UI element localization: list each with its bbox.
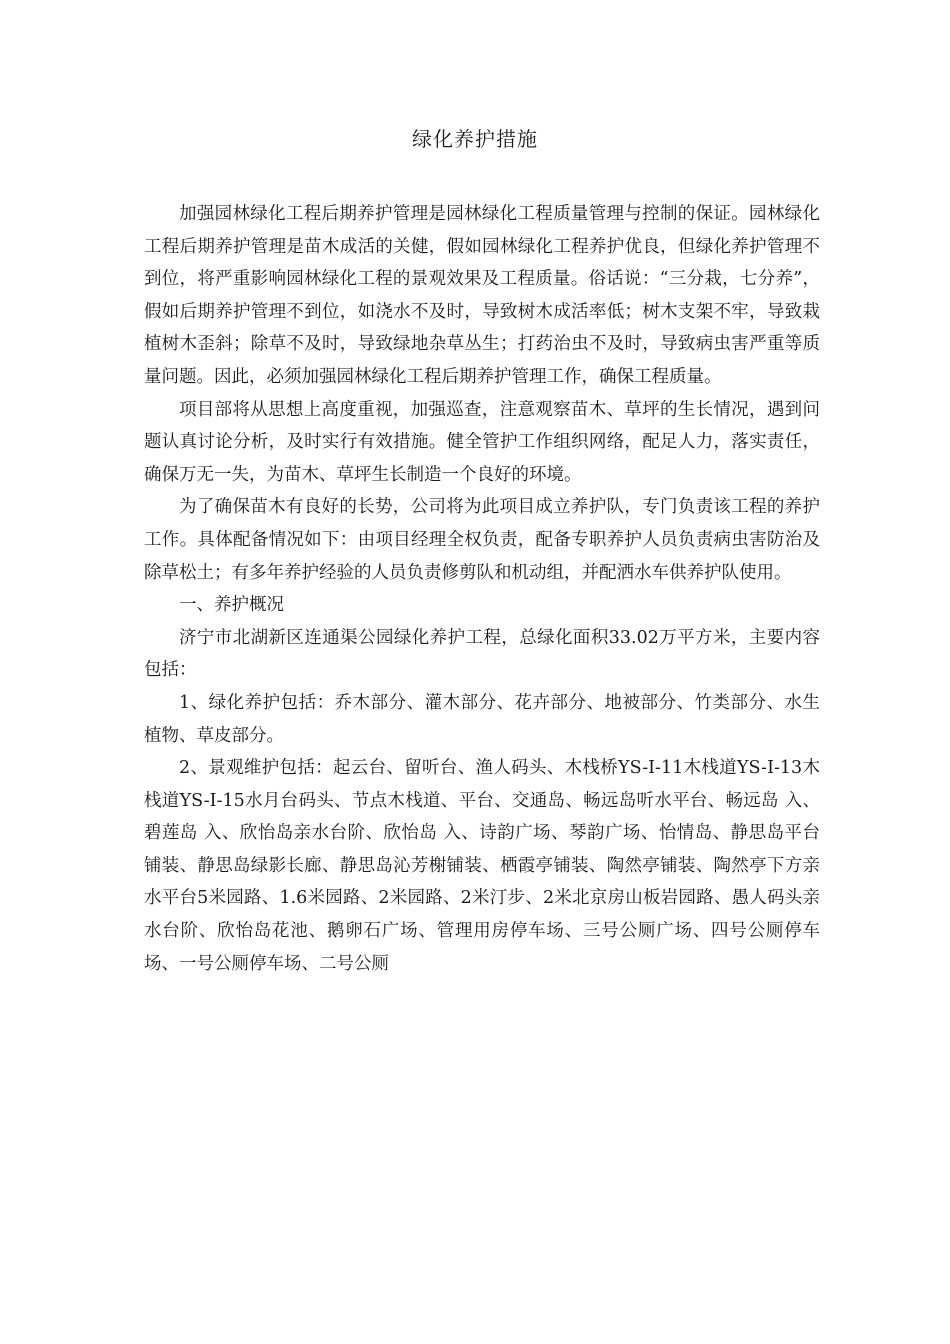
section-heading-overview: 一、养护概况 xyxy=(179,595,284,616)
paragraph-project-department: 项目部将从思想上高度重视，加强巡查，注意观察苗木、草坪的生长情况，遇到问题认真讨论分析，及时实行有效措施。健全管护工作组织网络，配足人力，落实责任，确保万无一失，为苗木、草坪生长制造一个良好的环境。 xyxy=(144,399,820,485)
list-item-greening-maintenance: 1、绿化养护包括：乔木部分、灌木部分、花卉部分、地被部分、竹类部分、水生植物、草皮部分。 xyxy=(144,692,820,746)
paragraph-maintenance-team: 为了确保苗木有良好的长势，公司将为此项目成立养护队，专门负责该工程的养护工作。具体配备情况如下：由项目经理全权负责，配备专职养护人员负责病虫害防治及除草松土；有多年养护经验的人员负责修剪队和机动组，并配洒水车供养护队使用。 xyxy=(144,497,820,583)
document-body xyxy=(144,198,820,980)
paragraph-intro: 加强园林绿化工程后期养护管理是园林绿化工程质量管理与控制的保证。园林绿化工程后期养护管理是苗木成活的关健，假如园林绿化工程养护优良，但绿化养护管理不到位，将严重影响园林绿化工程的景观效果及工程质量。俗话说：“三分栽，七分养”，假如后期养护管理不到位，如浇水不及时，导致树木成活率低；树木支架不牢，导致栽植树木歪斜；除草不及时，导致绿地杂草丛生；打药治虫不及时，导致病虫害严重等质量问题。因此，必须加强园林绿化工程后期养护管理工作，确保工程质量。 xyxy=(144,204,820,387)
paragraph-project-overview: 济宁市北湖新区连通渠公园绿化养护工程，总绿化面积33.02万平方米，主要内容包括： xyxy=(144,627,820,681)
list-item-landscape-maintenance: 2、景观维护包括：起云台、留听台、渔人码头、木栈桥YS-I-11木栈道YS-I-13木栈道YS-I-15水月台码头、节点木栈道、平台、交通岛、畅远岛听水平台、畅远岛 入、碧莲岛 入、欣怡岛亲水台阶、欣怡岛 入、诗韵广场、琴韵广场、怡情岛、静思岛平台铺装、静思岛绿影长廊、静思岛沁芳榭铺装、栖霞亭铺装、陶然亭铺装、陶然亭下方亲水平台5米园路、1.6米园路、2米园路、2米汀步、2米北京房山板岩园路、愚人码头亲水台阶、欣怡岛花池、鹅卵石广场、管理用房停车场、三号公厕广场、四号公厕停车场、一号公厕停车场、二号公厕 xyxy=(144,758,820,974)
document-title: 绿化养护措施 xyxy=(412,127,538,151)
